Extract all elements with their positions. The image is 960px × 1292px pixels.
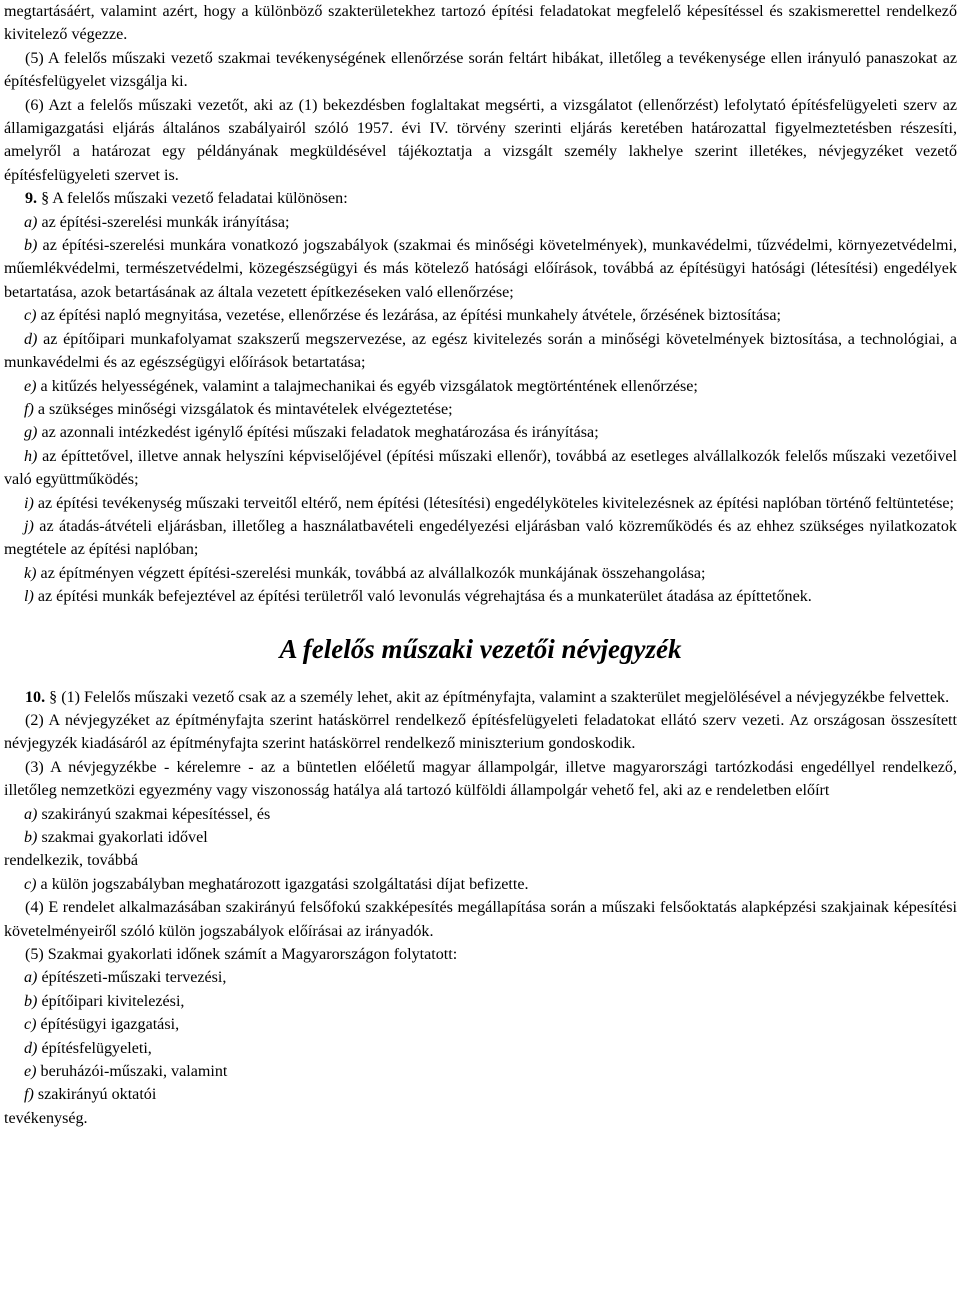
item-text: az építési munkák befejeztével az építési területről való levonulás végrehajtása és a munkaterület átadása az építtetőnek.	[37, 588, 812, 606]
item-text: szakirányú szakmai képesítéssel, és	[41, 805, 271, 823]
list-item	[4, 1083, 957, 1106]
item-letter: a)	[24, 969, 38, 987]
item-letter: c)	[24, 307, 37, 325]
list-item	[4, 304, 957, 327]
item-letter: a)	[24, 805, 38, 823]
item-text: a szükséges minőségi vizsgálatok és mintavételek elvégeztetése;	[37, 400, 453, 418]
list-item	[4, 375, 957, 398]
item-text: építésügyi igazgatási,	[40, 1016, 180, 1034]
section-sign: §	[49, 688, 58, 706]
list-item	[4, 1013, 957, 1036]
paragraph-intro: megtartásáért, valamint azért, hogy a különböző szakterületekhez tartozó építési feladatokat megfelelő képesítéssel és szakismerettel rendelkező kivitelező végezze.	[4, 3, 957, 44]
item-text: a külön jogszabályban meghatározott igazgatási szolgáltatási díjat befizette.	[40, 875, 529, 893]
section-9-intro	[4, 187, 957, 210]
list-item	[4, 234, 957, 304]
list-item	[4, 211, 957, 234]
list-item	[4, 398, 957, 421]
item-text: az építési-szerelési munkára vonatkozó jogszabályok (szakmai és minőségi követelmények), munkavédelmi, tűzvédelmi, környezetvédelmi, műemlékvédelmi, természetvédelmi, közegészségügyi és más kötelező hatósági előírások, továbbá az építésügyi hatósági (létesítési) engedélyek betartatása, azok betartásának az általa vezetett építkezéseken való ellenőrzése;	[4, 237, 958, 301]
item-letter: e)	[24, 1063, 37, 1081]
section-10-p4: (4) E rendelet alkalmazásában szakirányú felsőfokú szakképesítés megállapítása során a műszaki felsőoktatás alapképzési szakjainak képesítési követelményeiről szóló külön jogszabályok előírásai az irányadók.	[4, 899, 957, 940]
item-letter: k)	[24, 564, 37, 582]
item-letter: a)	[24, 213, 38, 231]
item-letter: d)	[24, 330, 38, 348]
section-number: 9.	[25, 190, 38, 208]
item-text: az azonnali intézkedést igénylő építési műszaki feladatok meghatározása és irányítása;	[41, 424, 599, 442]
item-text: az építtetővel, illetve annak helyszíni képviselőjével (építési műszaki ellenőr), továbbá az esetleges alvállalkozók felelős műszaki vezetőivel való együttműködés;	[4, 447, 957, 489]
list-item	[4, 492, 957, 515]
section-10-p5: (5) Szakmai gyakorlati időnek számít a Magyarországon folytatott:	[25, 946, 458, 964]
item-text: beruházói-műszaki, valamint	[40, 1063, 228, 1081]
item-text: az építőipari munkafolyamat szakszerű megszervezése, az egész kivitelezés során a minőségi követelmények biztosítása, a technológiai, a munkavédelmi és az egészségügyi előírások betartatása;	[4, 330, 957, 372]
item-text: az építési-szerelési munkák irányítása;	[41, 213, 290, 231]
item-letter: h)	[24, 447, 38, 465]
list-item	[4, 515, 957, 562]
item-letter: f)	[24, 400, 34, 418]
section-10-p3-continuation: rendelkezik, továbbá	[4, 852, 139, 870]
paragraph-8-6: (6) Azt a felelős műszaki vezetőt, aki az (1) bekezdésben foglaltakat megsérti, a vizsgálatot (ellenőrzést) lefolytató építésfelügyeleti szerv az államigazgatási eljárás általános szabályairól szóló 1957. évi IV. törvény szerinti eljárás keretében határozattal figyelmeztetésben részesíti, amelyről a határozat egy példányának megküldésével tájékoztatja a vizsgált személy lakhelye szerint illetékes, névjegyzéket vezető építésfelügyeleti szervet is.	[4, 96, 957, 184]
list-item	[4, 328, 957, 375]
list-item	[4, 585, 957, 608]
list-item	[4, 803, 957, 826]
item-letter: b)	[24, 237, 38, 255]
item-text: az építési tevékenység műszaki terveitől eltérő, nem építési (létesítési) engedélyköteles kivitelezésnek az építési naplóban történő feltüntetése;	[37, 494, 954, 512]
section-10-p2: (2) A névjegyzéket az építményfajta szerint hatáskörrel rendelkező építésfelügyeleti feladatokat ellátó szerv vezeti. Az országosan összesített névjegyzék kiadásáról az építményfajta szerint hatáskörrel rendelkező miniszterium gondoskodik.	[4, 711, 957, 753]
list-item	[4, 1060, 957, 1083]
section-9-list	[4, 211, 957, 609]
section-number: 10.	[25, 688, 46, 706]
section-10-p1-text: (1) Felelős műszaki vezető csak az a személy lehet, akit az építményfajta, valamint a szakterület megjelölésével a névjegyzékbe felvettek.	[61, 688, 950, 706]
section-10-p5-end: tevékenység.	[4, 1109, 88, 1127]
list-item	[4, 1037, 957, 1060]
item-letter: g)	[24, 424, 38, 442]
item-text: az átadás-átvételi eljárásban, illetőleg a használatbavételi engedélyezési eljárásban való közreműködés és az ehhez szükséges nyilatkozatok megtétele az építési naplóban;	[4, 517, 957, 559]
item-letter: f)	[24, 1086, 34, 1104]
item-text: szakirányú oktatói	[37, 1086, 157, 1104]
item-text: építészeti-műszaki tervezési,	[41, 969, 227, 987]
list-item	[4, 445, 957, 492]
item-letter: b)	[24, 829, 38, 846]
item-text: a kitűzés helyességének, valamint a talajmechanikai és egyéb vizsgálatok megtörténtének ellenőrzése;	[40, 377, 698, 395]
list-item	[4, 421, 957, 444]
item-text: az építési napló megnyitása, vezetése, ellenőrzése és lezárása, az építési munkahely átvétele, őrzésének biztosítása;	[40, 307, 781, 325]
section-heading: A felelős műszaki vezetői névjegyzék	[279, 633, 682, 664]
list-item	[4, 562, 957, 585]
item-letter: c)	[24, 875, 37, 893]
item-letter: b)	[24, 992, 38, 1010]
section-10-p3: (3) A névjegyzékbe - kérelemre - az a büntetlen előéletű magyar állampolgár, illetve magyarországi tartózkodási engedéllyel rendelkező, illetőleg nemzetközi egyezmény vagy viszonosság hatálya alá tartozó külföldi állampolgár vehető fel, aki az e rendeletben előírt	[4, 758, 957, 800]
item-text: szakmai gyakorlati idővel	[41, 829, 208, 846]
item-text: építésfelügyeleti,	[41, 1039, 152, 1057]
section-sign: §	[41, 190, 50, 208]
item-letter: l)	[24, 588, 34, 606]
section-9-text: A felelős műszaki vezető feladatai különösen:	[52, 190, 348, 208]
section-10-p1	[4, 686, 957, 709]
paragraph-8-5: (5) A felelős műszaki vezető szakmai tevékenységének ellenőrzése során feltárt hibákat, illetőleg a tevékenysége ellen irányuló panaszokat az építésfelügyelet vizsgálja ki.	[4, 49, 957, 91]
item-letter: d)	[24, 1039, 38, 1057]
item-letter: i)	[24, 494, 34, 512]
list-item	[4, 873, 957, 896]
item-text: az építményen végzett építési-szerelési munkák, továbbá az alvállalkozók munkájának összehangolása;	[40, 564, 706, 582]
item-text: építőipari kivitelezési,	[41, 992, 185, 1010]
item-letter: c)	[24, 1016, 37, 1034]
list-item	[4, 990, 957, 1013]
list-item	[4, 966, 957, 989]
list-item	[4, 826, 957, 849]
item-letter: e)	[24, 377, 37, 395]
item-letter: j)	[24, 517, 34, 535]
